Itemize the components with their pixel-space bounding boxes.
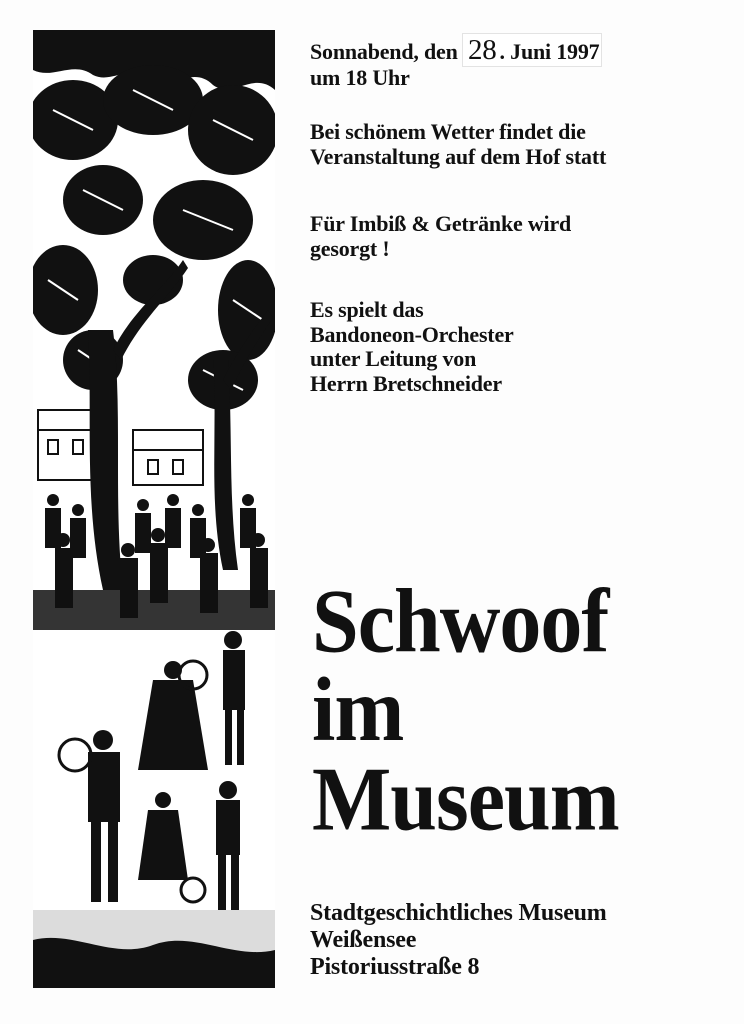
weather-note xyxy=(310,120,720,169)
music-note xyxy=(310,298,720,397)
music-note-line-4: Herrn Bretschneider xyxy=(310,370,502,396)
poster-title xyxy=(312,571,732,850)
venue-name: Stadtgeschichtliches Museum xyxy=(310,900,607,926)
title-line-3: Museum xyxy=(312,749,619,850)
venue-district: Weißensee xyxy=(310,926,417,953)
title-line-2: im xyxy=(312,660,404,761)
event-time: um 18 Uhr xyxy=(310,65,410,91)
woodcut-illustration xyxy=(33,30,275,988)
catering-note xyxy=(310,212,720,261)
music-note-line-2: Bandoneon-Orchester xyxy=(310,321,514,347)
venue-address xyxy=(310,900,720,981)
event-date-block xyxy=(310,34,720,91)
date-prefix: Sonnabend, den xyxy=(310,39,458,64)
date-day: 28 xyxy=(467,34,497,66)
weather-note-line-2: Veranstaltung auf dem Hof statt xyxy=(310,143,607,169)
title-line-1: Schwoof xyxy=(312,571,609,672)
venue-street: Pistoriusstraße 8 xyxy=(310,953,480,980)
catering-note-line-1: Für Imbiß & Getränke wird xyxy=(310,211,572,236)
music-note-line-3: unter Leitung von xyxy=(310,346,477,372)
date-suffix: . Juni 1997 xyxy=(499,39,600,64)
ground xyxy=(33,910,275,988)
catering-note-line-2: gesorgt ! xyxy=(310,235,390,261)
music-note-line-1: Es spielt das xyxy=(310,297,424,322)
weather-note-line-1: Bei schönem Wetter findet die xyxy=(310,119,586,144)
date-field xyxy=(463,34,602,66)
